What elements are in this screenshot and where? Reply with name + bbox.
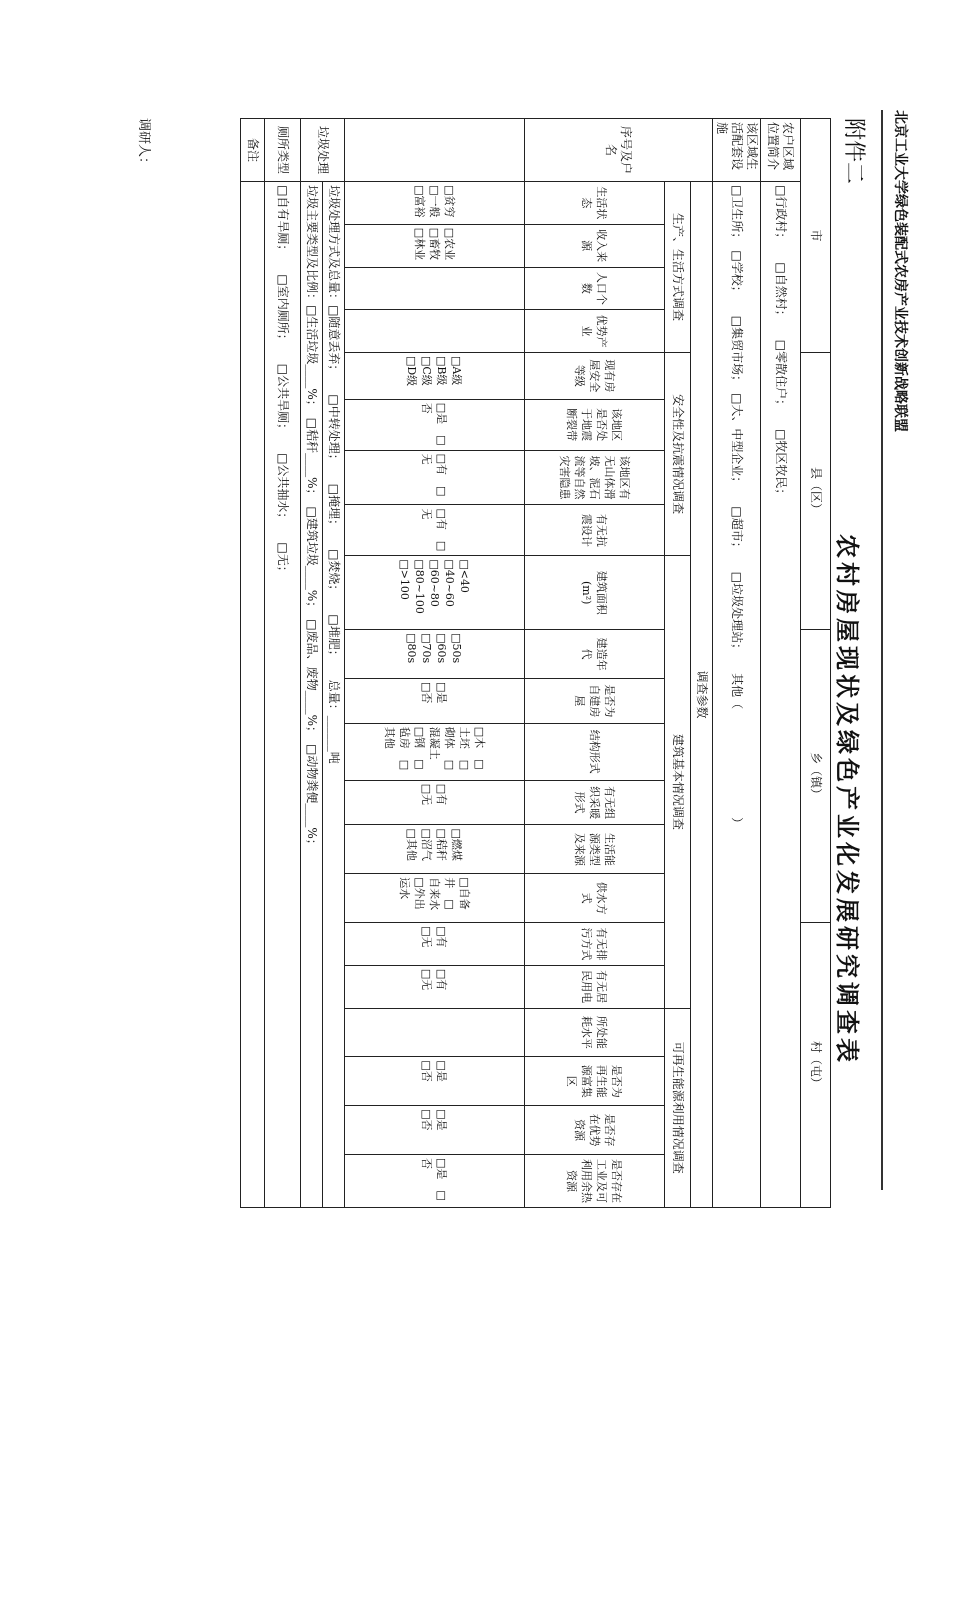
region-row bbox=[761, 119, 801, 1208]
col-header: 收入来源 bbox=[525, 224, 665, 267]
col-header: 是否为自建房屋 bbox=[525, 679, 665, 724]
col-header: 人口个数 bbox=[525, 267, 665, 310]
option-cell: □有 □无 bbox=[345, 965, 525, 1008]
params-header: 调查参数 bbox=[691, 182, 713, 1208]
col-header: 有无居民用电 bbox=[525, 965, 665, 1008]
option-cell: □是 □否 bbox=[345, 1106, 525, 1155]
option-cell: □是 □否 bbox=[345, 679, 525, 724]
option-cell bbox=[345, 310, 525, 353]
col-header: 是否为再生能源富集区 bbox=[525, 1057, 665, 1106]
option-cell: □有 □无 bbox=[345, 780, 525, 825]
col-header: 生活状态 bbox=[525, 182, 665, 225]
waste-row-1 bbox=[323, 119, 345, 1208]
location-row bbox=[801, 119, 831, 1208]
option-cell: □有 □无 bbox=[345, 505, 525, 556]
col-header: 是否存在优势资源 bbox=[525, 1106, 665, 1155]
option-cell: □贫穷 □一般 □富裕 bbox=[345, 182, 525, 225]
facility-row bbox=[713, 119, 761, 1208]
remark-cell bbox=[241, 182, 265, 1208]
seq-cell bbox=[345, 119, 525, 182]
seq-header: 序号及户名 bbox=[525, 119, 713, 182]
column-header-row bbox=[525, 119, 665, 1208]
group-lifestyle: 生产、生活方式调查 bbox=[665, 182, 691, 353]
region-label: 农户区域位置简介 bbox=[761, 119, 801, 182]
option-cell: □A级 □B级 □C级 □D级 bbox=[345, 352, 525, 399]
col-header: 该地区是否处于地震断裂带 bbox=[525, 399, 665, 450]
col-header: 所处能耗水平 bbox=[525, 1008, 665, 1057]
group-renewable: 可再生能源利用情况调查 bbox=[665, 1008, 691, 1207]
col-header: 有无排污方式 bbox=[525, 923, 665, 966]
township-cell: 乡（镇） bbox=[801, 630, 831, 923]
option-cell bbox=[345, 267, 525, 310]
remark-label: 备注 bbox=[241, 119, 265, 182]
col-header: 供水方式 bbox=[525, 874, 665, 923]
option-cell: □<40 □40~60 □60~80 □80~100 □>100 bbox=[345, 556, 525, 630]
col-header: 建造年代 bbox=[525, 630, 665, 679]
remark-row bbox=[241, 119, 265, 1208]
waste-label: 垃圾处理 bbox=[301, 119, 345, 182]
option-cell: □农业 □畜牧 □林业 bbox=[345, 224, 525, 267]
option-cell: □50s □60s □70s □80s bbox=[345, 630, 525, 679]
facility-options: □卫生所； □学校； □集贸市场； □大、中型企业； □超市； □垃圾处理站； 其他（ ） bbox=[713, 182, 761, 1208]
col-header: 优势产业 bbox=[525, 310, 665, 353]
col-header: 该地区有无山体滑坡、泥石流等自然灾害隐患 bbox=[525, 450, 665, 505]
col-header: 是否存在工业及可利用余热资源 bbox=[525, 1154, 665, 1207]
col-header: 结构形式 bbox=[525, 723, 665, 780]
option-cell: □是 □否 bbox=[345, 1057, 525, 1106]
attachment-label: 附件二 bbox=[841, 118, 866, 185]
group-safety: 安全性及抗震情况调查 bbox=[665, 352, 691, 555]
city-cell: 市 bbox=[801, 119, 831, 353]
option-cell: □自备井 □自来水 □外出运水 bbox=[345, 874, 525, 923]
toilet-row bbox=[265, 119, 301, 1208]
survey-table bbox=[240, 118, 831, 1208]
group-building: 建筑基本情况调查 bbox=[665, 556, 691, 1008]
document-title: 农村房屋现状及绿色产业化发展研究调查表 bbox=[833, 534, 862, 1066]
toilet-label: 厕所类型 bbox=[265, 119, 301, 182]
investigator-label: 调研人： bbox=[136, 118, 151, 171]
data-row bbox=[345, 119, 525, 1208]
group-row bbox=[665, 119, 691, 1208]
toilet-options: □自有旱厕； □室内厕所； □公共旱厕； □公共抽水； □无； bbox=[265, 182, 301, 1208]
params-row bbox=[691, 119, 713, 1208]
waste-row-2 bbox=[301, 119, 323, 1208]
facility-label: 该区域生活配套设施 bbox=[713, 119, 761, 182]
option-cell bbox=[345, 1008, 525, 1057]
col-header: 建筑面积(m²) bbox=[525, 556, 665, 630]
col-header: 现有房屋安全等级 bbox=[525, 352, 665, 399]
village-cell: 村（屯） bbox=[801, 923, 831, 1208]
col-header: 有无抗震设计 bbox=[525, 505, 665, 556]
waste-types: 垃圾主要类型及比例：□生活垃圾____%； □秸秆____%； □建筑垃圾____%； □废品、废物____%； □动物粪便____%； bbox=[301, 182, 323, 1208]
county-cell: 县（区） bbox=[801, 352, 831, 629]
option-cell: □有 □无 bbox=[345, 923, 525, 966]
option-cell: □是 □否 bbox=[345, 1154, 525, 1207]
option-cell: □有 □无 bbox=[345, 450, 525, 505]
waste-method: 垃圾处理方式及总量：□随意丢弃； □中转处理； □掩埋； □焚烧； □堆肥； 总量：______吨 bbox=[323, 182, 345, 1208]
organization-header: 北京工业大学绿色装配式农房产业技术创新战略联盟 bbox=[881, 110, 911, 1190]
col-header: 生活能源类型及来源 bbox=[525, 825, 665, 874]
option-cell: □是 □否 bbox=[345, 399, 525, 450]
option-cell: □燃煤 □秸秆 □沼气 □其他 bbox=[345, 825, 525, 874]
option-cell: □木 □土坯 □砌体 □混凝土 □钢 □毡房 □其他 bbox=[345, 723, 525, 780]
region-options: □行政村； □自然村； □零散住户； □牧区牧民； bbox=[761, 182, 801, 1208]
col-header: 有无组织采暖形式 bbox=[525, 780, 665, 825]
